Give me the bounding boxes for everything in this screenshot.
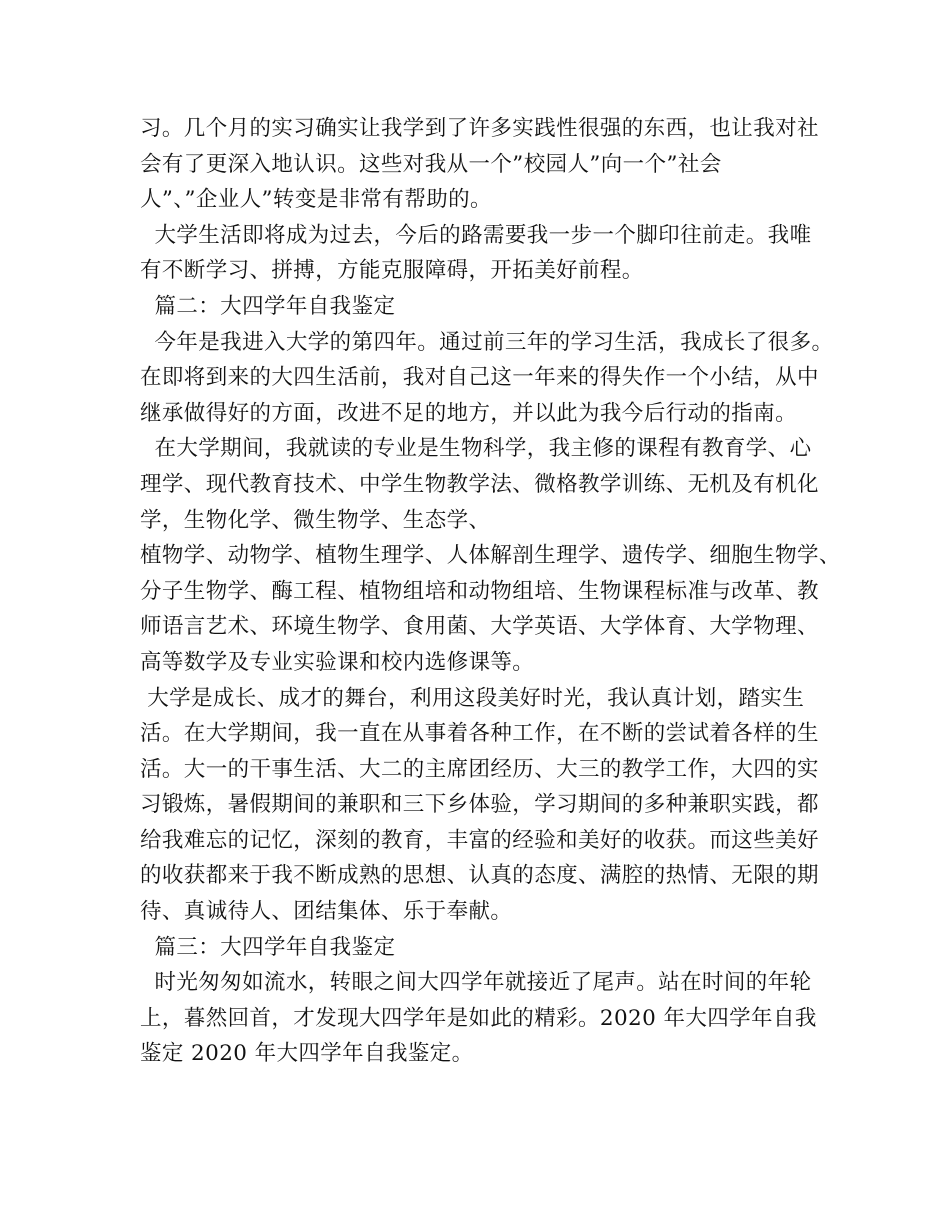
section-heading: 篇三：大四学年自我鉴定 — [140, 934, 396, 960]
text-line: 上，暮然回首，才发现大四学年是如此的精彩。2020 年大四学年自我 — [140, 1005, 817, 1031]
text-line: 有不断学习、拼搏，方能克服障碍，开拓美好前程。 — [140, 258, 644, 284]
text-line: 高等数学及专业实验课和校内选修课等。 — [140, 649, 535, 675]
text-line: 人”、”企业人”转变是非常有帮助的。 — [140, 187, 492, 213]
text-line: 师语言艺术、环境生物学、食用菌、大学英语、大学体育、大学物理、 — [140, 614, 819, 640]
text-line: 活。在大学期间，我一直在从事着各种工作，在不断的尝试着各样的生 — [140, 721, 819, 747]
section-heading: 篇二：大四学年自我鉴定 — [140, 293, 396, 319]
document-body — [140, 111, 841, 1072]
text-line: 今年是我进入大学的第四年。通过前三年的学习生活，我成长了很多。 — [140, 329, 834, 355]
text-line: 大学是成长、成才的舞台，利用这段美好时光，我认真计划，踏实生 — [140, 685, 805, 711]
text-line: 鉴定 2020 年大四学年自我鉴定。 — [140, 1041, 474, 1067]
text-line: 活。大一的干事生活、大二的主席团经历、大三的教学工作，大四的实 — [140, 756, 819, 782]
text-line: 在即将到来的大四生活前，我对自己这一年来的得失作一个小结，从中 — [140, 365, 819, 391]
text-line: 习。几个月的实习确实让我学到了许多实践性很强的东西，也让我对社 — [140, 116, 819, 141]
text-line: 植物学、动物学、植物生理学、人体解剖生理学、遗传学、细胞生物学、 — [140, 543, 841, 569]
text-line: 继承做得好的方面，改进不足的地方，并以此为我今后行动的指南。 — [140, 400, 798, 426]
text-line: 理学、现代教育技术、中学生物教学法、微格教学训练、无机及有机化 — [140, 471, 819, 497]
text-line: 时光匆匆如流水，转眼之间大四学年就接近了尾声。站在时间的年轮 — [140, 970, 812, 996]
text-line: 学，生物化学、微生物学、生态学、 — [140, 507, 491, 533]
text-line: 在大学期间，我就读的专业是生物科学，我主修的课程有教育学、心 — [140, 436, 812, 462]
text-line: 给我难忘的记忆，深刻的教育，丰富的经验和美好的收获。而这些美好 — [140, 827, 819, 853]
text-line: 待、真诚待人、团结集体、乐于奉献。 — [140, 899, 513, 925]
text-line: 的收获都来于我不断成熟的思想、认真的态度、满腔的热情、无限的期 — [140, 863, 819, 889]
text-line: 习锻炼，暑假期间的兼职和三下乡体验，学习期间的多种兼职实践，都 — [140, 792, 819, 818]
text-line: 会有了更深入地认识。这些对我从一个”校园人”向一个”社会 — [140, 151, 722, 177]
text-line: 大学生活即将成为过去，今后的路需要我一步一个脚印往前走。我唯 — [140, 222, 812, 248]
text-line: 分子生物学、酶工程、植物组培和动物组培、生物课程标准与改革、教 — [140, 578, 819, 604]
